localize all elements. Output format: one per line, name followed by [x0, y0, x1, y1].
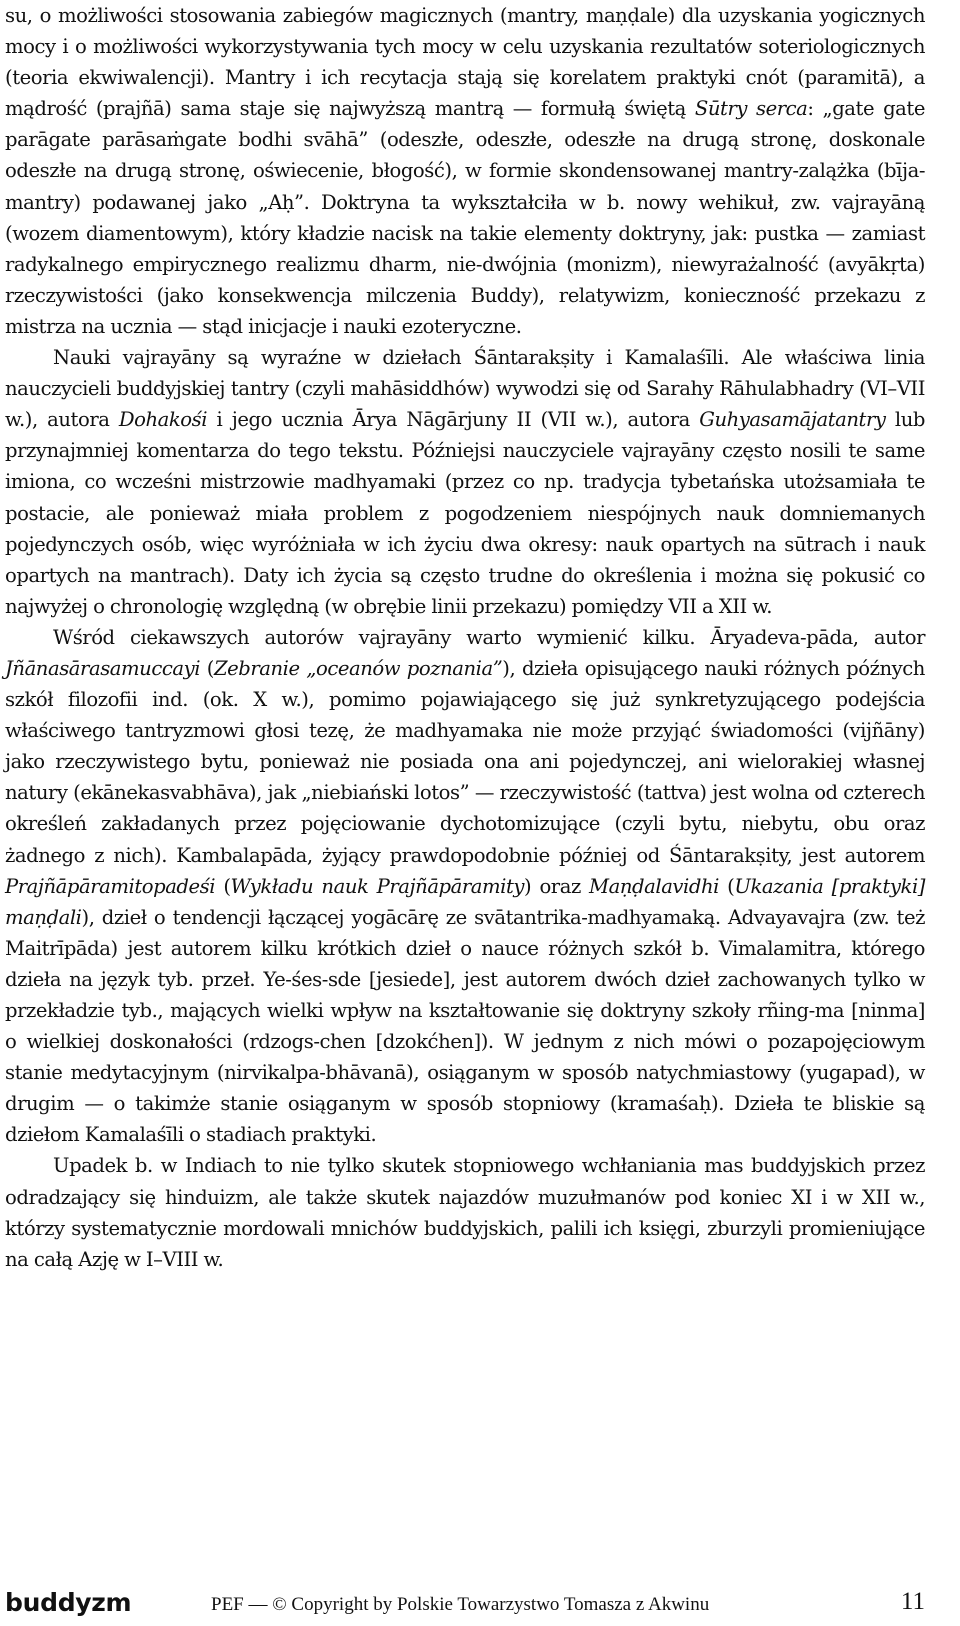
text-segment: ), dzieł o tendencji łączącej yogācārę ze svātantrika-madhyamaką. Advayavajra (zw. też Maitrīpāda) jest autorem kilku krótkich dzieł o nauce różnych szkół b. Vimalamitra, którego dzieła na język tyb. przeł. Ye-śes-sde [jesiede], jest autorem dwóch dzieł zachowanych tylko w przekładzie tyb., mających wielki wpływ na kształtowanie się doktryny szkoły rñing-ma [ninma] o wielkiej doskonałości (rdzogs-chen [dzokćhen]). W jednym z nich mówi o pozapojęciowym stanie medytacyjnym (nirvikalpa-bhāvanā), osiąganym w sposób natychmiastowy (yugapad), w drugim — o takimże stanie osiąganym w sposób stopniowy (kramaśaḥ). Dzieła te bliskie są dziełom Kamalaśīli o stadiach praktyki. — [5, 905, 925, 1147]
paragraph — [5, 622, 925, 1151]
footer-section-title: buddyzm — [5, 1588, 132, 1617]
text-segment: i jego ucznia Ārya Nāgārjuny II (VII w.), autora — [207, 408, 700, 432]
paragraph — [5, 1150, 925, 1274]
text-segment: su, o możliwości stosowania zabiegów magicznych (mantry, maṇḍale) dla uzyskania yogicznych mocy i o możliwości wykorzystywania tych mocy w celu uzyskania rezultatów soteriologicznych (teoria ekwiwalencji). Mantry i ich recytacja stają się korelatem praktyki cnót (paramitā), a mądrość (prajñā) sama staje się najwyższą mantrą — formułą świętą — [5, 4, 925, 121]
text-segment: Wśród ciekawszych autorów vajrayāny warto wymienić kilku. Āryadeva-pāda, autor — [53, 625, 925, 649]
text-segment: ( — [215, 874, 231, 898]
italic-title: Jñānasārasamuccayi — [5, 656, 201, 680]
italic-title: Wykładu nauk Prajñāpāramity — [230, 874, 525, 898]
text-segment: ( — [718, 874, 735, 898]
text-segment: Upadek b. w Indiach to nie tylko skutek stopniowego wchłaniania mas buddyjskich przez odradzający się hinduizm, ale także skutek najazdów muzułmanów pod koniec XI i w XII w., którzy systematycznie mordowali mnichów buddyjskich, palili ich księgi, zburzyli promieniujące na całą Azję w I–VIII w. — [5, 1154, 925, 1271]
text-segment: ), dzieła opisującego nauki różnych późnych szkół filozofii ind. (ok. X w.), pomimo pojawiającego się już synkretyzującego podejścia właściwego tantryzmowi głosi tezę, że madhyamaka nie może przyjąć świadomości (vijñāny) jako rzeczywistego bytu, ponieważ nie posiada ona ani pojedynczej, ani wielorakiej własnej natury (ekānekasvabhāva), jak „niebiański lotos” — rzeczywistość (tattva) jest wolna od czterech określeń zakładanych przez pojęciowanie dychotomizujące (czyli bytu, niebytu, obu oraz żadnego z nich). Kambalapāda, żyjący prawdopodobnie później od Śāntarakṣity, jest autorem — [5, 656, 925, 867]
footer-copyright: PEF — © Copyright by Polskie Towarzystwo Tomasza z Akwinu — [211, 1594, 710, 1615]
italic-title: Guhyasamājatantry — [699, 408, 886, 432]
paragraph — [5, 0, 925, 342]
text-segment: ) oraz — [524, 874, 590, 898]
paragraph — [5, 342, 925, 622]
article-body — [5, 0, 925, 1275]
italic-title: Sūtry serca — [694, 97, 808, 121]
italic-title: Zebranie „oceanów poznania” — [213, 656, 503, 680]
text-segment: ( — [200, 656, 214, 680]
text-segment: lub przynajmniej komentarza do tego tekstu. Późniejsi nauczyciele vajrayāny często nosili te same imiona, co wcześni mistrzowie madhyamaki (przez co np. tradycja tybetańska utożsamiała te postacie, ale ponieważ miała problem z pogodzeniem niespójnych nauk domniemanych pojedynczych osób, więc wyróżniała w ich życiu dwa okresy: nauk opartych na sūtrach i nauk opartych na mantrach). Daty ich życia są często trudne do określenia i można się pokusić co najwyżej o chronologię względną (w obrębie linii przekazu) pomiędzy VII a XII w. — [5, 408, 925, 618]
text-segment: : „gate gate parāgate parāsaṁgate bodhi svāhā” (odeszłe, odeszłe, odeszłe na drugą stronę, doskonale odeszłe na drugą stronę, oświecenie, błogość), w formie skondensowanej mantry-zalążka (bīja-mantry) podawanej jako „Aḥ”. Doktryna ta wykształciła w b. nowy wehikuł, zw. vajrayāną (wozem diamentowym), który kładzie nacisk na takie elementy doktryny, jak: pustka — zamiast radykalnego empirycznego realizmu dharm, nie-dwójnia (monizm), niewyrażalność (avyākṛta) rzeczywistości (jako konsekwencja milczenia Buddy), relatywizm, konieczność przekazu z mistrza na ucznia — stąd inicjacje i nauki ezoteryczne. — [5, 97, 925, 338]
italic-title: Ukazania [praktyki] maṇḍali — [5, 874, 925, 929]
italic-title: Dohakośi — [118, 408, 208, 432]
page-footer — [5, 1584, 925, 1624]
text-segment: Nauki vajrayāny są wyraźne w dziełach Śāntarakṣity i Kamalaśīli. Ale właściwa linia nauczycieli buddyjskiej tantry (czyli mahāsiddhów) wywodzi się od Sarahy Rāhulabhadry (VI–VII w.), autora — [5, 346, 925, 432]
italic-title: Prajñāpāramitopadeśi — [5, 874, 216, 898]
page-number: 11 — [900, 1588, 925, 1615]
italic-title: Maṇḍalavidhi — [589, 874, 719, 898]
